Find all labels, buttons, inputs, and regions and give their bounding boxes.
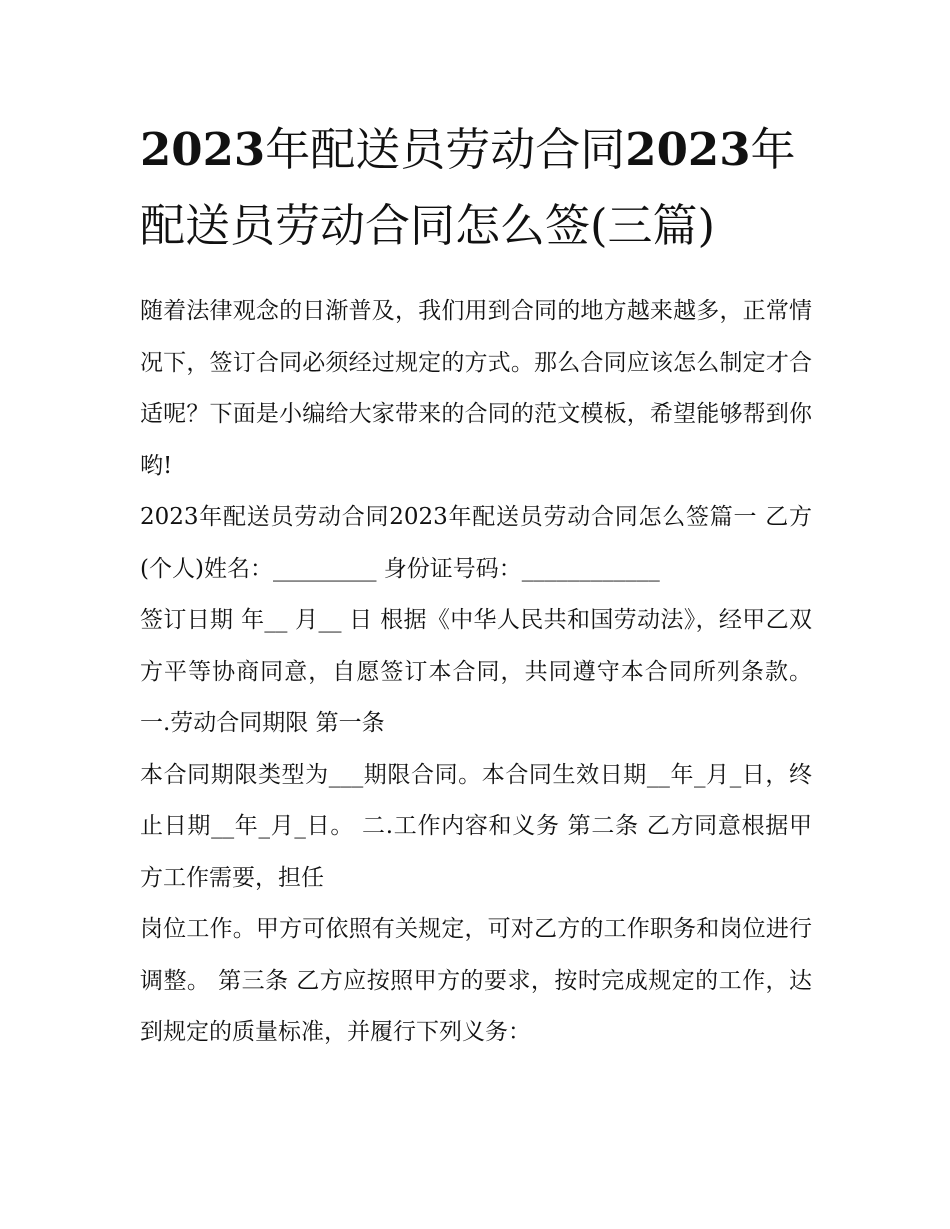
title-text-2: 年配送员劳动合同怎么签(三篇)	[140, 123, 796, 252]
document-page	[140, 112, 812, 1059]
title-year-1: 2023	[140, 123, 266, 176]
contract-signing-paragraph: 签订日期 年__ 月__ 日 根据《中华人民共和国劳动法》，经甲乙双方平等协商同意，自愿签订本合同，共同遵守本合同所列条款。 一.劳动合同期限 第一条	[140, 607, 812, 736]
contract-duties-paragraph: 岗位工作。甲方可依照有关规定，可对乙方的工作职务和岗位进行调整。 第三条 乙方应按照甲方的要求，按时完成规定的工作，达到规定的质量标准，并履行下列义务：	[140, 916, 812, 1045]
intro-paragraph: 随着法律观念的日渐普及，我们用到合同的地方越来越多，正常情况下，签订合同必须经过规定的方式。那么合同应该怎么制定才合适呢？下面是小编给大家带来的合同的范文模板，希望能够帮到你哟!	[140, 298, 812, 479]
document-title	[140, 112, 812, 264]
contract-term-paragraph: 本合同期限类型为___期限合同。本合同生效日期__年_月_日，终止日期__年_月_日。 二.工作内容和义务 第二条 乙方同意根据甲方工作需要，担任	[140, 761, 813, 891]
title-text-1: 年配送员劳动合同	[265, 123, 626, 176]
title-year-2: 2023	[625, 123, 751, 176]
contract-parties-paragraph: 2023年配送员劳动合同2023年配送员劳动合同怎么签篇一 乙方 (个人)姓名：_________ 身份证号码：____________	[140, 504, 812, 582]
